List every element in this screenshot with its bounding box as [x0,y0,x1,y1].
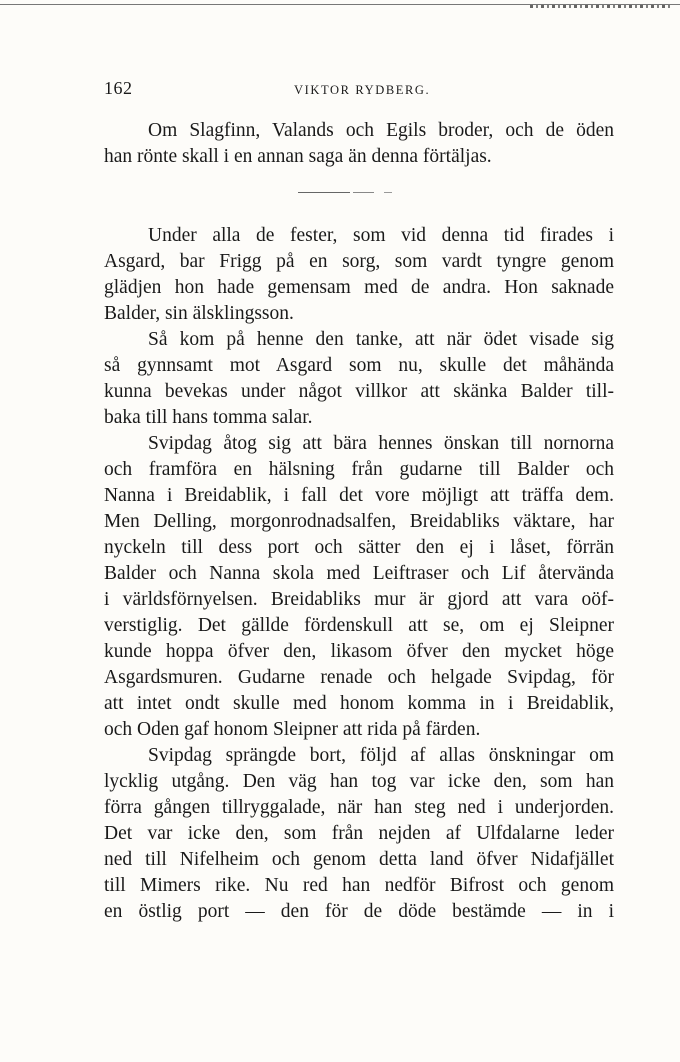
text-line: Svipdag åtog sig att bära hennes önskan till nornorna [148,433,614,454]
text-line: Men Delling, morgonrodnadsalfen, Breidabliks väktare, har [104,511,614,532]
paragraph-block-1 [104,118,614,170]
text-line: nyckeln till dess port och sätter den ej i låset, förrän [104,537,614,558]
text-line: Asgardsmuren. Gudarne renade och helgade Svipdag, för [104,667,614,688]
text-line: Asgard, bar Frigg på en sorg, som vardt tyngre genom [104,251,614,272]
scan-edge-smudge [530,5,670,8]
text-line: Balder och Nanna skola med Leiftraser och Lif återvända [104,563,614,584]
text-line: Om Slagfinn, Valands och Egils broder, och de öden [148,120,614,141]
text-line: ned till Nifelheim och genom detta land öfver Nidafjället [104,849,614,870]
running-head: VIKTOR RYDBERG. [294,83,431,97]
text-line: verstiglig. Det gällde fördenskull att se, om ej Sleipner [104,615,614,636]
text-line: och framföra en hälsning från gudarne till Balder och [104,459,614,480]
text-line: en östlig port — den för de döde bestämde — in i [104,901,614,922]
text-line: Svipdag sprängde bort, följd af allas önskningar om [148,745,614,766]
text-line: i världsförnyelsen. Breidabliks mur är gjord att vara oöf- [104,589,614,610]
text-line: så gynnsamt mot Asgard som nu, skulle det måhända [104,355,614,376]
text-line: kunna bevekas under något villkor att skänka Balder till- [104,381,614,402]
page-number: 162 [104,78,133,98]
text-line: Så kom på henne den tanke, att när ödet visade sig [148,329,614,350]
text-line: Balder, sin älsklingsson. [104,303,294,324]
text-line: och Oden gaf honom Sleipner att rida på färden. [104,719,481,740]
text-line: lycklig utgång. Den väg han tog var icke den, som han [104,771,614,792]
text-line: Det var icke den, som från nejden af Ulfdalarne leder [104,823,614,844]
text-line: Nanna i Breidablik, i fall det vore möjligt att träffa dem. [104,485,614,506]
text-line: baka till hans tomma salar. [104,407,313,428]
text-line: att intet ondt skulle med honom komma in i Breidablik, [104,693,614,714]
text-line: till Mimers rike. Nu red han nedför Bifrost och genom [104,875,614,896]
text-line: förra gången tillryggalade, när han steg ned i underjorden. [104,797,614,818]
text-line: kunde hoppa öfver den, likasom öfver den mycket höge [104,641,614,662]
text-line: Under alla de fester, som vid denna tid firades i [148,225,614,246]
text-line: han rönte skall i en annan saga än denna förtäljas. [104,146,492,167]
section-separator [298,192,392,193]
text-line: glädjen hon hade gemensam med de andra. Hon saknade [104,277,614,298]
scan-top-edge [0,2,680,10]
page-header [104,78,614,102]
paragraph-block-2 [104,223,614,925]
